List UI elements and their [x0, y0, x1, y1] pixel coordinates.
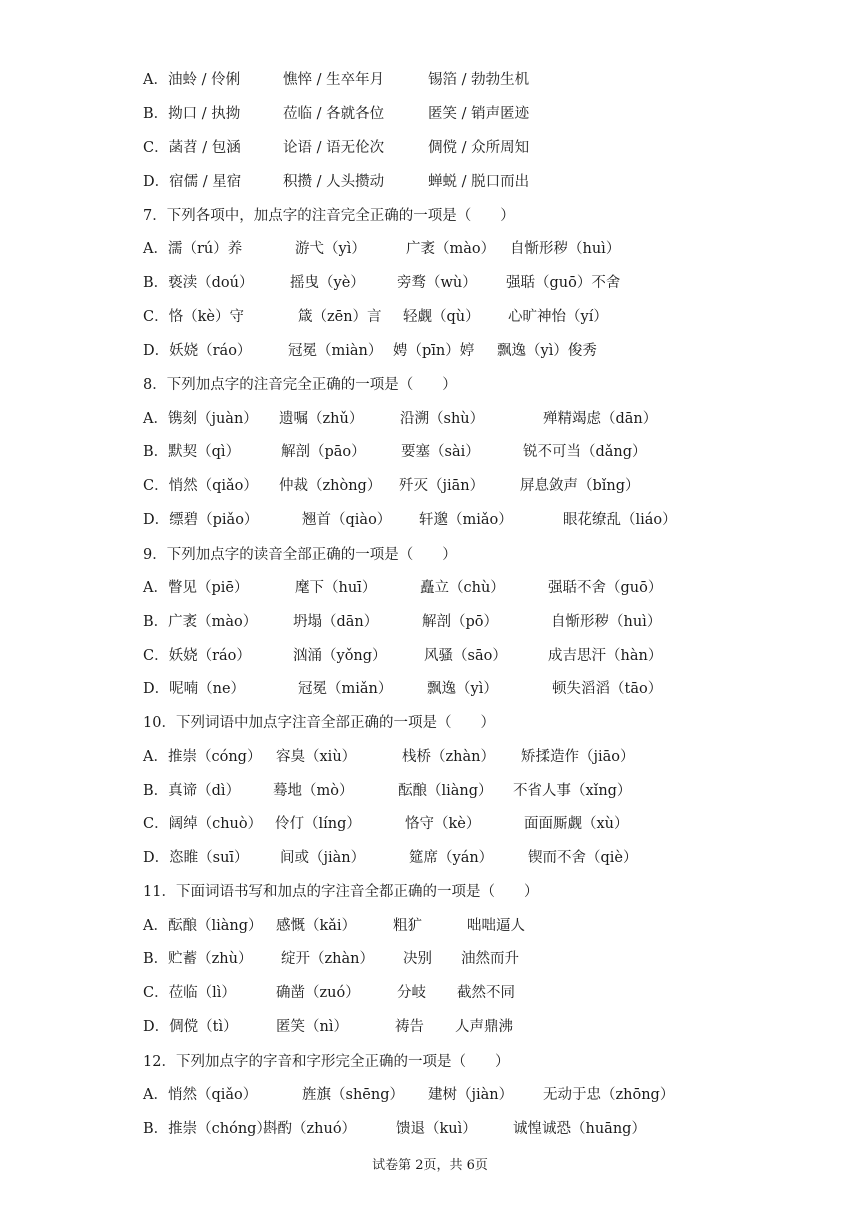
option-d-label: D．妖娆（ráo）	[143, 343, 252, 359]
option-a	[0, 234, 860, 264]
option-d-label: D．宿儒 / 星宿	[143, 174, 242, 190]
word-item: 锲而不舍（qiè）	[528, 850, 638, 866]
option-a-label: A．悄然（qiǎo）	[143, 1087, 258, 1103]
option-c-label: C．阔绰（chuò）	[143, 816, 263, 832]
word-item: 飘逸（yì）	[427, 681, 498, 697]
option-c-label: C．悄然（qiǎo）	[143, 478, 258, 494]
word-item: 截然不同	[457, 985, 515, 1001]
option-b	[0, 944, 860, 974]
option-d	[0, 843, 860, 873]
word-item: 箴（zēn）言	[298, 309, 382, 325]
word-item: 锡箔 / 勃勃生机	[428, 72, 530, 88]
option-a-label: A．酝酿（liàng）	[143, 918, 263, 934]
word-item: 矫揉造作（jiāo）	[521, 749, 635, 765]
word-item: 面面厮觑（xù）	[524, 816, 629, 832]
option-d-label: D．呢喃（ne）	[143, 681, 246, 697]
option-c-label: C．恪（kè）守	[143, 309, 244, 325]
question	[0, 708, 860, 738]
word-item: 歼灭（jiān）	[399, 478, 485, 494]
word-item: 确凿（zuó）	[276, 985, 360, 1001]
word-item: 风骚（sāo）	[424, 648, 507, 664]
page-footer: 试卷第 2页，共 6页	[372, 1158, 488, 1173]
word-item: 飘逸（yì）俊秀	[497, 343, 597, 359]
word-item: 眼花缭乱（liáo）	[563, 512, 677, 528]
word-item: 斟酌（zhuó）	[263, 1121, 357, 1137]
word-item: 强聒不舍（guō）	[548, 580, 663, 596]
word-item: 轻觑（qù）	[403, 309, 480, 325]
option-a-label: A．濡（rú）养	[143, 241, 243, 257]
option-a	[0, 404, 860, 434]
option-b	[0, 1114, 860, 1144]
word-item: 倜傥 / 众所周知	[428, 140, 530, 156]
option-b	[0, 268, 860, 298]
option-b	[0, 607, 860, 637]
word-item: 麾下（huī）	[295, 580, 377, 596]
word-item: 沿溯（shù）	[400, 411, 485, 427]
option-c-label: C．莅临（lì）	[143, 985, 236, 1001]
word-item: 莅临 / 各就各位	[283, 106, 385, 122]
word-item: 锐不可当（dǎng）	[523, 444, 647, 460]
option-c	[0, 133, 860, 163]
word-item: 分岐	[397, 985, 426, 1001]
question-label: 12．下列加点字的字音和字形完全正确的一项是（ ）	[143, 1054, 510, 1070]
word-item: 解剖（pō）	[422, 614, 499, 630]
word-item: 人声鼎沸	[455, 1019, 513, 1035]
option-d	[0, 1012, 860, 1042]
option-b-label: B．真谛（dì）	[143, 783, 241, 799]
option-a	[0, 742, 860, 772]
word-item: 栈桥（zhàn）	[402, 749, 495, 765]
option-d-label: D．恣睢（suī）	[143, 850, 249, 866]
word-item: 轩邈（miǎo）	[419, 512, 513, 528]
option-c-label: C．妖娆（ráo）	[143, 648, 251, 664]
question	[0, 370, 860, 400]
option-c	[0, 978, 860, 1008]
option-c	[0, 302, 860, 332]
option-a	[0, 65, 860, 95]
word-item: 翘首（qiào）	[302, 512, 392, 528]
word-item: 咄咄逼人	[467, 918, 525, 934]
word-item: 旌旗（shēng）	[302, 1087, 404, 1103]
option-b	[0, 99, 860, 129]
word-item: 摇曳（yè）	[290, 275, 365, 291]
word-item: 馈退（kuì）	[396, 1121, 477, 1137]
option-b	[0, 437, 860, 467]
word-item: 游弋（yì）	[295, 241, 366, 257]
option-d-label: D．倜傥（tì）	[143, 1019, 238, 1035]
word-item: 娉（pīn）婷	[393, 343, 475, 359]
option-c-label: C．菡苕 / 包涵	[143, 140, 241, 156]
option-b-label: B．默契（qì）	[143, 444, 241, 460]
word-item: 强聒（guō）不舍	[506, 275, 621, 291]
word-item: 殚精竭虑（dān）	[543, 411, 658, 427]
question-label: 11．下面词语书写和加点的字注音全都正确的一项是（ ）	[143, 884, 539, 900]
option-c	[0, 471, 860, 501]
word-item: 决别	[403, 951, 432, 967]
option-d	[0, 674, 860, 704]
question-label: 7．下列各项中，加点字的注音完全正确的一项是（ ）	[143, 208, 515, 224]
word-item: 粗犷	[393, 918, 422, 934]
word-item: 伶仃（líng）	[275, 816, 361, 832]
question	[0, 540, 860, 570]
option-d	[0, 336, 860, 366]
question-label: 8．下列加点字的注音完全正确的一项是（ ）	[143, 377, 457, 393]
option-a	[0, 1080, 860, 1110]
word-item: 顿失滔滔（tāo）	[552, 681, 663, 697]
word-item: 憔悴 / 生卒年月	[283, 72, 385, 88]
word-item: 自惭形秽（huì）	[551, 614, 662, 630]
option-a	[0, 911, 860, 941]
word-item: 容臭（xiù）	[276, 749, 357, 765]
option-d	[0, 505, 860, 535]
word-item: 屏息敛声（bǐng）	[520, 478, 640, 494]
option-b-label: B．广袤（mào）	[143, 614, 258, 630]
word-item: 坍塌（dān）	[293, 614, 379, 630]
word-item: 积攒 / 人头攒动	[283, 174, 385, 190]
word-item: 不省人事（xǐng）	[513, 783, 632, 799]
word-item: 诚惶诚恐（huāng）	[513, 1121, 646, 1137]
word-item: 恪守（kè）	[405, 816, 481, 832]
option-b-label: B．推崇（chóng）	[143, 1121, 271, 1137]
word-item: 要塞（sài）	[401, 444, 480, 460]
word-item: 自惭形秽（huì）	[510, 241, 621, 257]
word-item: 论语 / 语无伦次	[283, 140, 385, 156]
option-b-label: B．贮蓄（zhù）	[143, 951, 253, 967]
word-item: 成吉思汗（hàn）	[548, 648, 663, 664]
option-a-label: A．推崇（cóng）	[143, 749, 262, 765]
word-item: 旁骛（wù）	[397, 275, 477, 291]
question	[0, 1047, 860, 1077]
word-item: 蝉蜕 / 脱口而出	[428, 174, 530, 190]
word-item: 油然而升	[461, 951, 519, 967]
question-label: 10．下列词语中加点字注音全部正确的一项是（ ）	[143, 715, 495, 731]
word-item: 匿笑 / 销声匿迹	[428, 106, 530, 122]
question	[0, 201, 860, 231]
option-a-label: A．镌刻（juàn）	[143, 411, 258, 427]
word-item: 感慨（kǎi）	[276, 918, 357, 934]
option-d-label: D．缥碧（piǎo）	[143, 512, 259, 528]
word-item: 筵席（yán）	[409, 850, 494, 866]
question-label: 9．下列加点字的读音全部正确的一项是（ ）	[143, 547, 457, 563]
word-item: 解剖（pāo）	[281, 444, 366, 460]
word-item: 绽开（zhàn）	[281, 951, 374, 967]
option-a	[0, 573, 860, 603]
option-d	[0, 167, 860, 197]
word-item: 祷告	[395, 1019, 424, 1035]
option-c	[0, 641, 860, 671]
question	[0, 877, 860, 907]
word-item: 冠冕（miǎn）	[298, 681, 393, 697]
word-item: 酝酿（liàng）	[398, 783, 493, 799]
word-item: 无动于忠（zhōng）	[543, 1087, 675, 1103]
option-b-label: B．拗口 / 执拗	[143, 106, 241, 122]
word-item: 仲裁（zhòng）	[279, 478, 382, 494]
word-item: 间或（jiàn）	[280, 850, 366, 866]
word-item: 遗嘱（zhǔ）	[279, 411, 364, 427]
option-c	[0, 809, 860, 839]
word-item: 汹涌（yǒng）	[293, 648, 387, 664]
word-item: 蓦地（mò）	[273, 783, 354, 799]
option-b	[0, 776, 860, 806]
word-item: 矗立（chù）	[420, 580, 505, 596]
word-item: 匿笑（nì）	[276, 1019, 348, 1035]
option-b-label: B．亵渎（doú）	[143, 275, 254, 291]
word-item: 心旷神怡（yí）	[508, 309, 608, 325]
word-item: 冠冕（miàn）	[288, 343, 383, 359]
option-a-label: A．油蛉 / 伶俐	[143, 72, 241, 88]
word-item: 广袤（mào）	[406, 241, 496, 257]
word-item: 建树（jiàn）	[428, 1087, 514, 1103]
option-a-label: A．瞥见（piē）	[143, 580, 249, 596]
